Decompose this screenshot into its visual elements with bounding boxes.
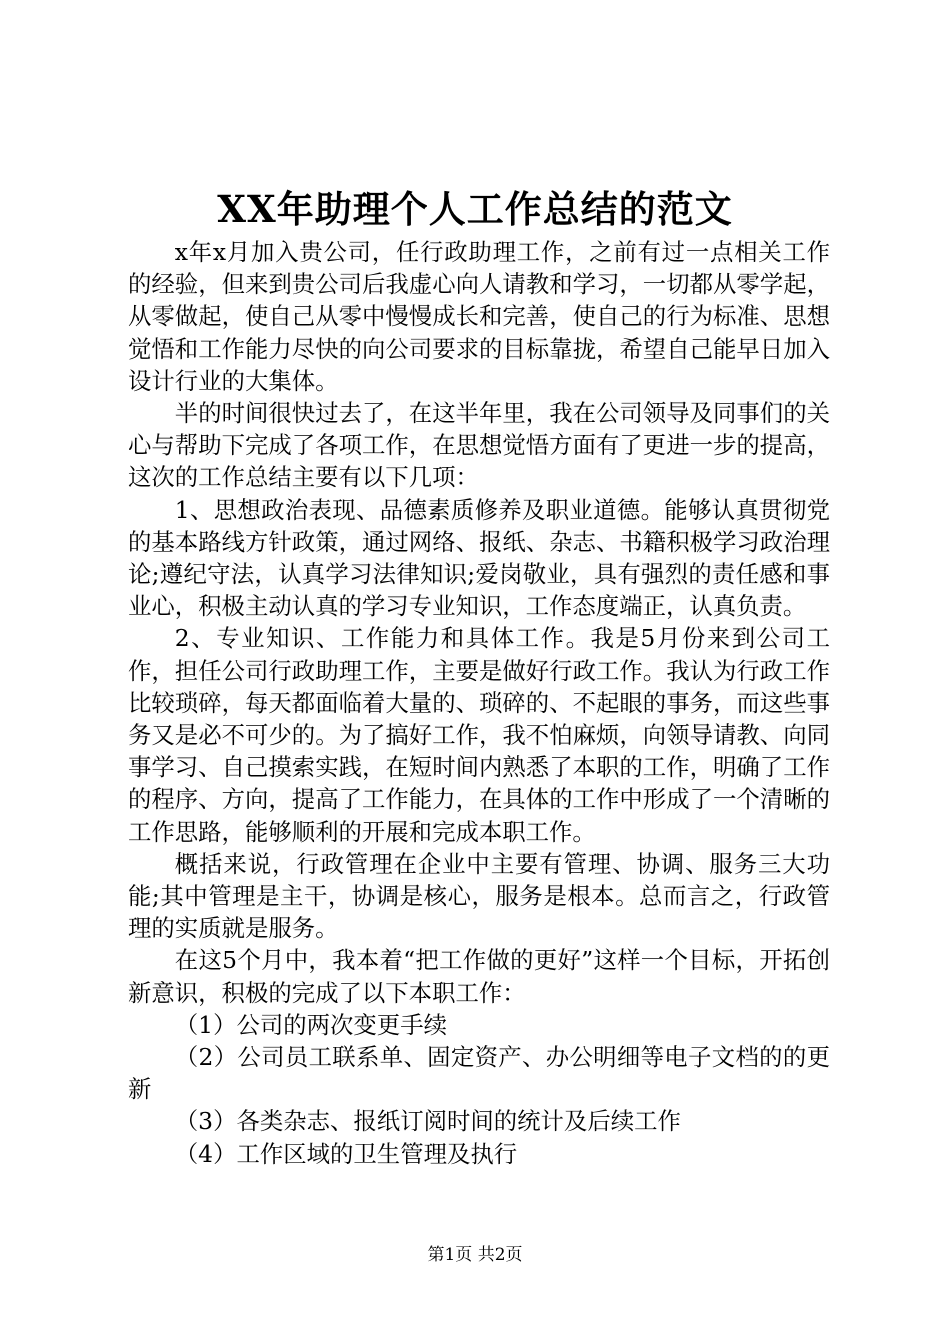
- list-item: （4）工作区域的卫生管理及执行: [174, 1139, 518, 1168]
- paragraph: 概括来说，行政管理在企业中主要有管理、协调、服务三大功能;其中管理是主干，协调是核心，服务是根本。总而言之，行政管理的实质就是服务。: [128, 849, 830, 943]
- paragraph: 半的时间很快过去了，在这半年里，我在公司领导及同事们的关心与帮助下完成了各项工作，在思想觉悟方面有了更进一步的提高，这次的工作总结主要有以下几项：: [128, 399, 830, 492]
- list-item: （2）公司员工联系单、固定资产、办公明细等电子文档的的更新: [128, 1043, 830, 1104]
- page-number: 第1页 共2页: [427, 1245, 523, 1265]
- list-item: （1）公司的两次变更手续: [174, 1010, 447, 1039]
- document-title: XX年助理个人工作总结的范文: [217, 187, 733, 231]
- document-body: [128, 236, 830, 1170]
- paragraph: 1、思想政治表现、品德素质修养及职业道德。能够认真贯彻党的基本路线方针政策，通过网络、报纸、杂志、书籍积极学习政治理论;遵纪守法，认真学习法律知识;爱岗敬业，具有强烈的责任感和事业心，积极主动认真的学习专业知识，工作态度端正，认真负责。: [128, 495, 830, 621]
- paragraph: 在这5个月中，我本着“把工作做的更好”这样一个目标，开拓创新意识，积极的完成了以下本职工作：: [128, 946, 830, 1007]
- list-item: （3）各类杂志、报纸订阅时间的统计及后续工作: [174, 1107, 681, 1136]
- paragraph: 2、专业知识、工作能力和具体工作。我是5月份来到公司工作，担任公司行政助理工作，主要是做好行政工作。我认为行政工作比较琐碎，每天都面临着大量的、琐碎的、不起眼的事务，而这些事务又是必不可少的。为了搞好工作，我不怕麻烦，向领导请教、向同事学习、自己摸索实践，在短时间内熟悉了本职的工作，明确了工作的程序、方向，提高了工作能力，在具体的工作中形成了一个清晰的工作思路，能够顺利的开展和完成本职工作。: [128, 624, 830, 846]
- paragraph: x年x月加入贵公司，任行政助理工作，之前有过一点相关工作的经验，但来到贵公司后我虚心向人请教和学习，一切都从零学起，从零做起，使自己从零中慢慢成长和完善，使自己的行为标准、思想觉悟和工作能力尽快的向公司要求的目标靠拢，希望自己能早日加入设计行业的大集体。: [128, 238, 830, 395]
